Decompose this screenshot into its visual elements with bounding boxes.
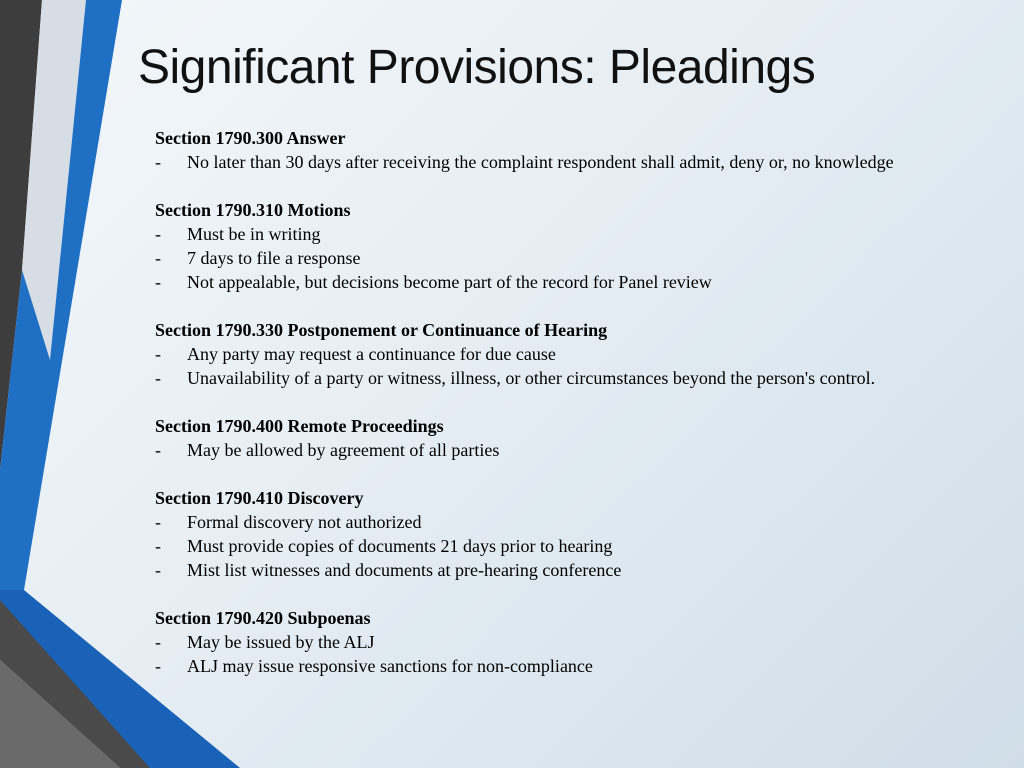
item-text: May be allowed by agreement of all parties [187, 440, 500, 460]
provision-item [155, 510, 1015, 534]
bullet-dash: - [155, 224, 161, 244]
provision-item [155, 222, 1015, 246]
bullet-dash: - [155, 560, 161, 580]
provision-section [155, 414, 1015, 462]
bullet-dash: - [155, 656, 161, 676]
section-heading: Section 1790.410 Discovery [155, 488, 364, 508]
provision-item [155, 558, 1015, 582]
item-text: May be issued by the ALJ [187, 632, 375, 652]
provision-section [155, 198, 1015, 294]
provision-item [155, 246, 1015, 270]
bullet-dash: - [155, 344, 161, 364]
bullet-dash: - [155, 536, 161, 556]
provision-section [155, 318, 1015, 390]
item-text: Mist list witnesses and documents at pre-hearing conference [187, 560, 622, 580]
section-heading: Section 1790.310 Motions [155, 200, 351, 220]
bullet-dash: - [155, 440, 161, 460]
bullet-dash: - [155, 152, 161, 172]
bullet-dash: - [155, 248, 161, 268]
bullet-dash: - [155, 512, 161, 532]
provision-section [155, 126, 1015, 174]
provision-item [155, 438, 1015, 462]
section-heading: Section 1790.420 Subpoenas [155, 608, 371, 628]
section-heading: Section 1790.300 Answer [155, 128, 346, 148]
provision-item [155, 654, 1015, 678]
section-heading: Section 1790.400 Remote Proceedings [155, 416, 444, 436]
item-text: ALJ may issue responsive sanctions for non-compliance [187, 656, 593, 676]
bullet-dash: - [155, 632, 161, 652]
provisions-list [155, 126, 1015, 702]
provision-section [155, 486, 1015, 582]
item-text: Not appealable, but decisions become part of the record for Panel review [187, 272, 712, 292]
item-text: Must provide copies of documents 21 days prior to hearing [187, 536, 613, 556]
item-text: 7 days to file a response [187, 248, 361, 268]
provision-item [155, 342, 1015, 366]
provision-section [155, 606, 1015, 678]
provision-item [155, 534, 1015, 558]
bullet-dash: - [155, 368, 161, 388]
item-text: Unavailability of a party or witness, illness, or other circumstances beyond the person's control. [187, 368, 876, 388]
item-text: Must be in writing [187, 224, 321, 244]
provision-item [155, 150, 1015, 174]
section-heading: Section 1790.330 Postponement or Continuance of Hearing [155, 320, 608, 340]
item-text: Formal discovery not authorized [187, 512, 422, 532]
slide-title: Significant Provisions: Pleadings [138, 41, 816, 94]
provision-item [155, 630, 1015, 654]
bullet-dash: - [155, 272, 161, 292]
item-text: No later than 30 days after receiving the complaint respondent shall admit, deny or, no knowledge [187, 152, 894, 172]
provision-item [155, 366, 1015, 390]
item-text: Any party may request a continuance for due cause [187, 344, 556, 364]
provision-item [155, 270, 1015, 294]
